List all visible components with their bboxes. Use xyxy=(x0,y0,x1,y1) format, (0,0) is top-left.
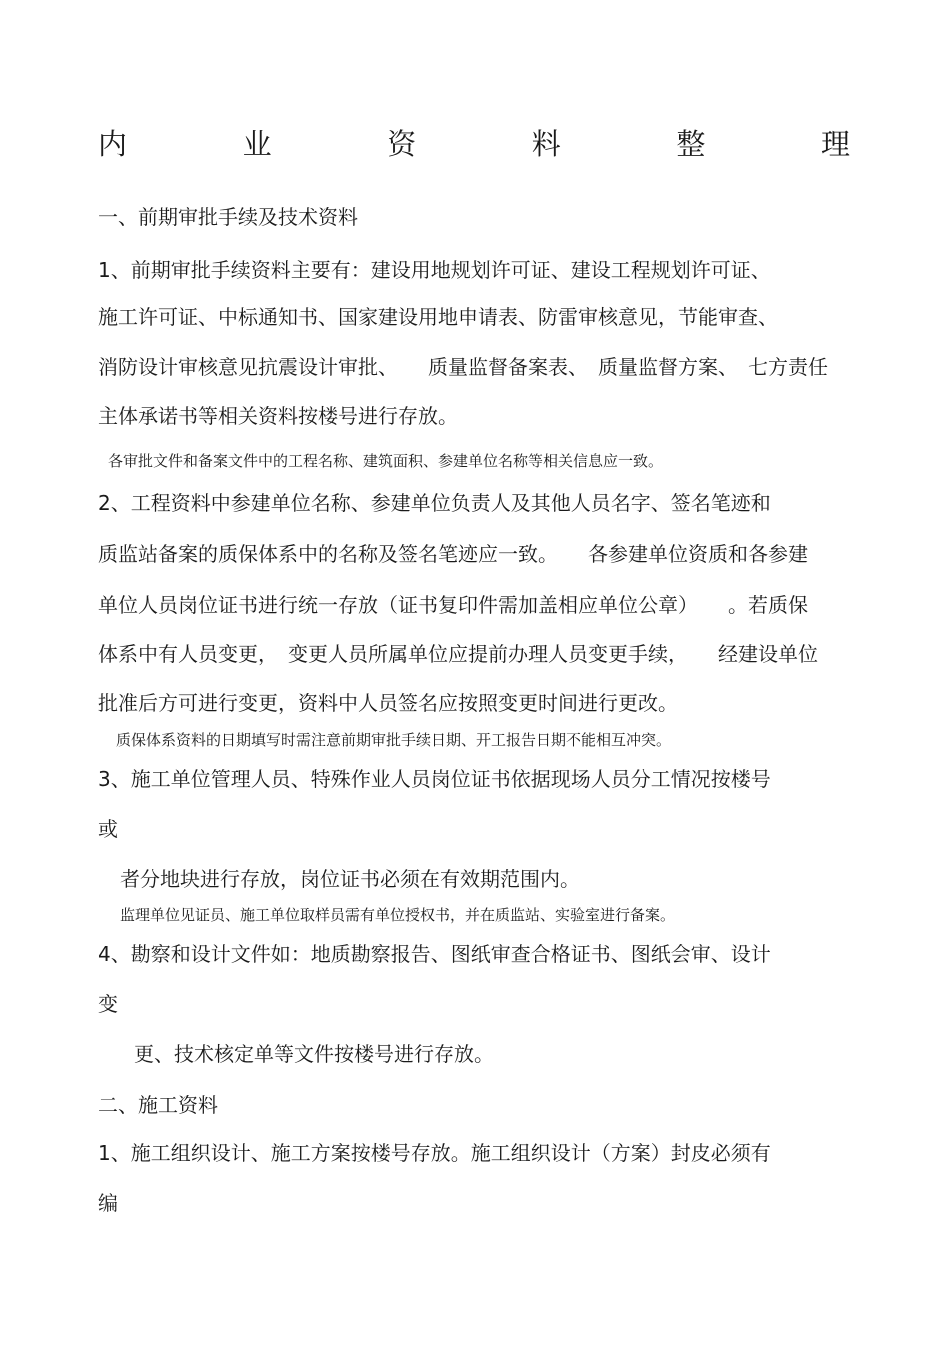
paragraph-line: 体系中有人员变更， 变更人员所属单位应提前办理人员变更手续， 经建设单位 xyxy=(98,642,818,666)
paragraph-line: 2、工程资料中参建单位名称、参建单位负责人及其他人员名字、签名笔迹和 xyxy=(98,491,771,515)
paragraph-line: 质监站备案的质保体系中的名称及签名笔迹应一致。 各参建单位资质和各参建 xyxy=(98,542,808,566)
title-char: 内 xyxy=(98,127,128,161)
paragraph-line: 单位人员岗位证书进行统一存放（证书复印件需加盖相应单位公章） 。若质保 xyxy=(98,593,808,617)
paragraph-line: 批准后方可进行变更，资料中人员签名应按照变更时间进行更改。 xyxy=(98,691,678,715)
section-heading-2: 二、施工资料 xyxy=(98,1093,218,1117)
paragraph-line: 4、勘察和设计文件如：地质勘察报告、图纸审查合格证书、图纸会审、设计 xyxy=(98,942,771,966)
paragraph-line: 消防设计审核意见抗震设计审批、 质量监督备案表、 质量监督方案、 七方责任 xyxy=(98,355,828,379)
title-char: 料 xyxy=(531,127,561,161)
paragraph-line: 施工许可证、中标通知书、国家建设用地申请表、防雷审核意见，节能审查、 xyxy=(98,305,778,329)
section-heading-1: 一、前期审批手续及技术资料 xyxy=(98,205,358,229)
paragraph-line: 3、施工单位管理人员、特殊作业人员岗位证书依据现场人员分工情况按楼号 xyxy=(98,767,771,791)
title-char: 资 xyxy=(387,127,417,161)
paragraph-line: 者分地块进行存放，岗位证书必须在有效期范围内。 xyxy=(120,867,580,891)
note-line: 各审批文件和备案文件中的工程名称、建筑面积、参建单位名称等相关信息应一致。 xyxy=(108,452,664,470)
paragraph-line: 编 xyxy=(98,1191,118,1215)
document-title xyxy=(98,124,850,164)
paragraph-line: 1、施工组织设计、施工方案按楼号存放。施工组织设计（方案）封皮必须有 xyxy=(98,1141,771,1165)
paragraph-line: 主体承诺书等相关资料按楼号进行存放。 xyxy=(98,404,458,428)
paragraph-line: 更、技术核定单等文件按楼号进行存放。 xyxy=(134,1042,494,1066)
note-line: 质保体系资料的日期填写时需注意前期审批手续日期、开工报告日期不能相互冲突。 xyxy=(116,731,672,749)
paragraph-line: 或 xyxy=(98,817,118,841)
title-char: 业 xyxy=(242,127,272,161)
paragraph-line: 变 xyxy=(98,992,118,1016)
paragraph-line: 1、前期审批手续资料主要有：建设用地规划许可证、建设工程规划许可证、 xyxy=(98,258,771,282)
note-line: 监理单位见证员、施工单位取样员需有单位授权书，并在质监站、实验室进行备案。 xyxy=(120,906,676,924)
title-char: 整 xyxy=(676,127,706,161)
title-char: 理 xyxy=(820,127,850,161)
